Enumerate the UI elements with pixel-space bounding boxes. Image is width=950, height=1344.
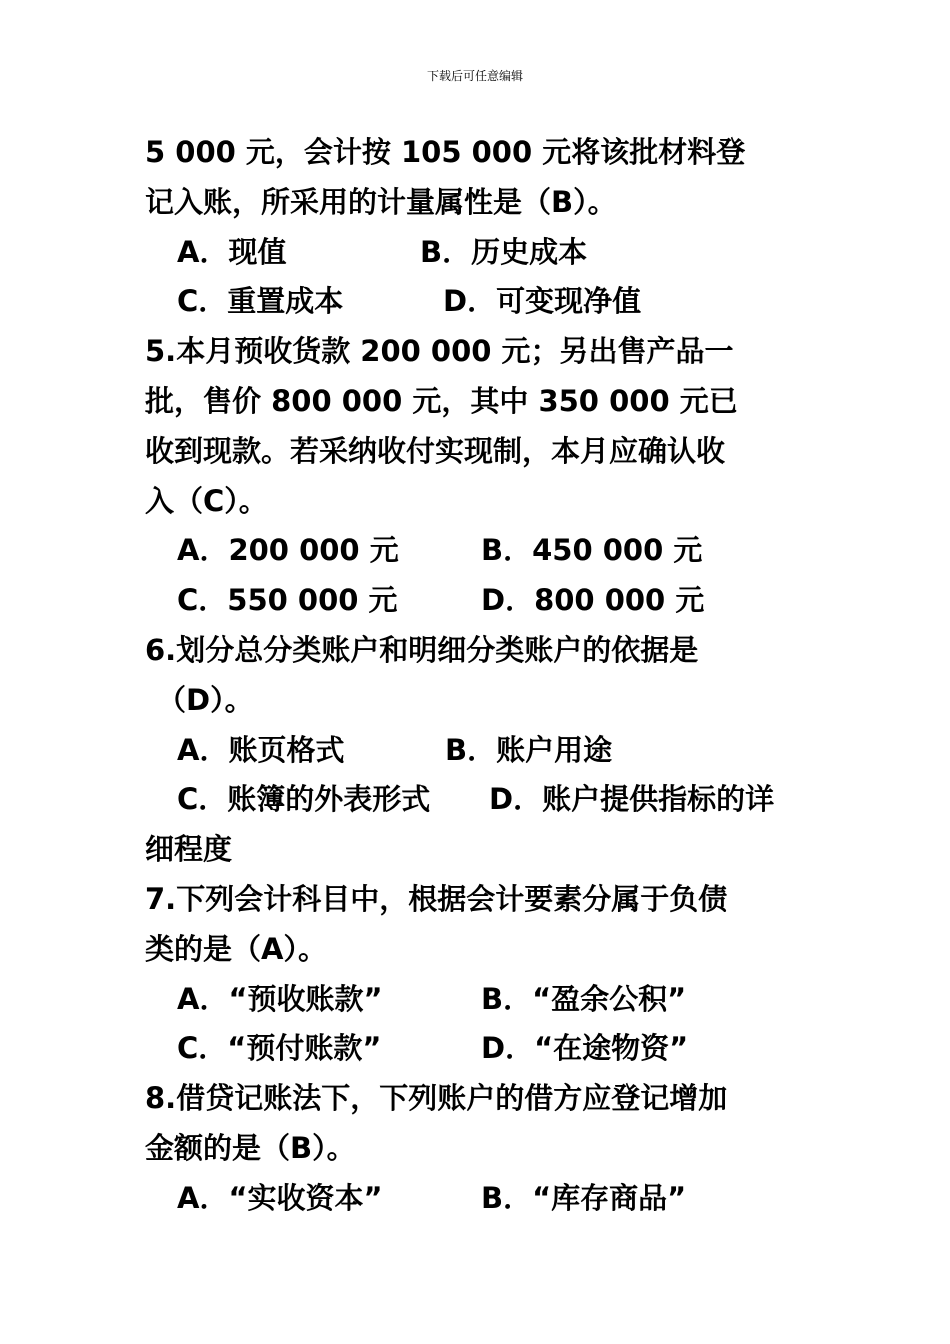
- text-line: （D）。: [157, 682, 254, 717]
- option-right: D．800 000 元: [481, 583, 705, 618]
- option-right: B．历史成本: [420, 234, 588, 269]
- option-line: [145, 775, 810, 825]
- option-right: D．账户提供指标的详: [489, 782, 775, 817]
- text-line: 金额的是（B）。: [145, 1130, 356, 1165]
- option-left: A．“实收资本”: [177, 1180, 383, 1215]
- option-left: A．“预收账款”: [177, 981, 383, 1016]
- option-line: [145, 726, 810, 776]
- option-right: B．450 000 元: [481, 533, 703, 568]
- option-right: D．可变现净值: [443, 284, 642, 319]
- text-line: 类的是（A）。: [145, 931, 327, 966]
- text-line: 5 000 元，会计按 105 000 元将该批材料登: [145, 135, 746, 169]
- option-left: C．550 000 元: [177, 583, 398, 618]
- option-right: B．“盈余公积”: [481, 981, 687, 1016]
- text-line: 收到现款。若采纳收付实现制，本月应确认收: [145, 433, 726, 468]
- text-line: 入（C）。: [145, 483, 268, 518]
- option-line: [145, 576, 810, 626]
- option-right: B．“库存商品”: [481, 1180, 687, 1215]
- option-left: A．账页格式: [177, 732, 345, 767]
- option-right: D．“在途物资”: [481, 1031, 689, 1066]
- option-left: C．“预付账款”: [177, 1031, 382, 1066]
- text-line: 7.下列会计科目中，根据会计要素分属于负债: [145, 881, 728, 916]
- text-line: 记入账，所采用的计量属性是（B）。: [145, 184, 617, 219]
- option-line: [145, 975, 810, 1025]
- option-line: [145, 1174, 810, 1224]
- text-line: 5.本月预收货款 200 000 元；另出售产品一: [145, 334, 734, 369]
- question-content: [145, 128, 810, 1224]
- option-left: C．重置成本: [177, 284, 344, 319]
- option-line: [145, 228, 810, 278]
- text-line: 6.划分总分类账户和明细分类账户的依据是: [145, 632, 699, 667]
- option-right: B．账户用途: [445, 732, 613, 767]
- option-line: [145, 526, 810, 576]
- page-header: 下载后可任意编辑: [426, 69, 523, 83]
- option-left: A．现值: [177, 234, 287, 269]
- option-line: [145, 277, 810, 327]
- option-line: [145, 1024, 810, 1074]
- option-left: C．账簿的外表形式: [177, 782, 431, 817]
- text-line: 批，售价 800 000 元，其中 350 000 元已: [145, 383, 738, 418]
- text-line: 8.借贷记账法下，下列账户的借方应登记增加: [145, 1081, 728, 1116]
- text-line: 细程度: [145, 832, 233, 867]
- option-left: A．200 000 元: [177, 533, 399, 568]
